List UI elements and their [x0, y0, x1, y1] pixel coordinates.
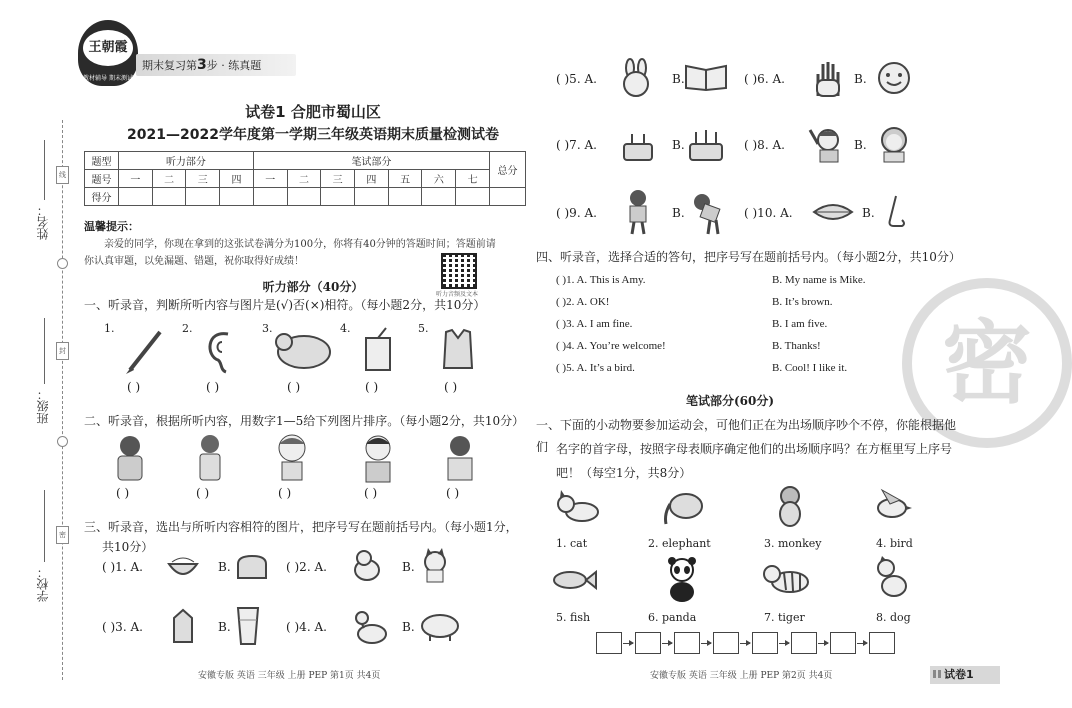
q3-label-b: B.: [218, 560, 231, 574]
q1-num: 4.: [340, 322, 351, 335]
birthday-cake-icon: [618, 126, 658, 164]
paper-title: 试卷1 合肥市蜀山区: [245, 103, 381, 121]
table-cell: 六: [422, 170, 456, 188]
arrow-right-icon: [623, 643, 633, 644]
score-input[interactable]: [388, 188, 422, 206]
q3-item[interactable]: ( )10. A.: [744, 206, 793, 220]
hand-icon: [810, 58, 844, 98]
mouth-lips-icon: [812, 200, 854, 224]
vest-icon: [438, 326, 478, 372]
binding-hole: [57, 436, 68, 447]
score-input[interactable]: [456, 188, 490, 206]
animal-label: 8. dog: [876, 611, 911, 624]
q1-answer-blank[interactable]: ( ): [287, 380, 301, 394]
bird-icon: [872, 486, 914, 526]
boy-glasses-icon: [358, 432, 398, 484]
q2-answer-blank[interactable]: ( ): [116, 486, 130, 500]
q3-item[interactable]: ( )7. A.: [556, 138, 597, 152]
bear-icon: [272, 326, 332, 372]
q4-instruction: 四、听录音，选择合适的答句，把序号写在题前括号内。（每小题2分，共10分）: [536, 250, 961, 264]
animal-label: 2. elephant: [648, 537, 711, 550]
boy-standing-icon: [618, 188, 658, 236]
binding-tag-mi: 密: [56, 526, 69, 544]
school-blank: [44, 490, 45, 562]
panda-icon: [662, 556, 702, 604]
score-input[interactable]: [119, 188, 153, 206]
q1-answer-blank[interactable]: ( ): [444, 380, 458, 394]
q3-label-b: B.: [402, 620, 415, 634]
score-input[interactable]: [152, 188, 186, 206]
q4-option-a[interactable]: ( )2. A. OK!: [556, 296, 610, 308]
q3-label-b: B.: [672, 138, 685, 152]
order-box[interactable]: [791, 632, 817, 654]
logo-ribbon: 教材辅导 期末测试: [83, 75, 133, 82]
q3-label-b: B.: [402, 560, 415, 574]
q2-instruction: 二、听录音，根据所听内容，用数字1—5给下列图片排序。（每小题2分，共10分）: [84, 414, 525, 428]
q3-item[interactable]: ( )3. A.: [102, 620, 143, 634]
score-input[interactable]: [321, 188, 355, 206]
arrow-right-icon: [662, 643, 672, 644]
q4-option-b[interactable]: B. My name is Mike.: [772, 274, 866, 286]
table-cell: 题号: [85, 170, 119, 188]
rabbit-face-icon: [616, 58, 656, 98]
animal-label: 1. cat: [556, 537, 588, 550]
arrow-right-icon: [740, 643, 750, 644]
table-cell: 二: [152, 170, 186, 188]
arrow-right-icon: [818, 643, 828, 644]
q3-label-b: B.: [862, 206, 875, 220]
q2-answer-blank[interactable]: ( ): [196, 486, 210, 500]
pig-icon: [418, 608, 462, 642]
q3-item[interactable]: ( )9. A.: [556, 206, 597, 220]
animal-label: 4. bird: [876, 537, 913, 550]
table-cell: 三: [321, 170, 355, 188]
order-box[interactable]: [635, 632, 661, 654]
open-book-icon: [684, 62, 728, 92]
written-heading: 笔试部分(60分): [685, 394, 775, 408]
q3-item[interactable]: ( )2. A.: [286, 560, 327, 574]
girl-cold-icon: [190, 432, 230, 484]
name-label: 姓名：: [36, 204, 50, 240]
q3-item[interactable]: ( )5. A.: [556, 72, 597, 86]
table-cell: 题型: [85, 152, 119, 170]
table-cell: 总分: [490, 152, 526, 188]
q4-option-a[interactable]: ( )3. A. I am fine.: [556, 318, 633, 330]
w1-instruction: 一、下面的小动物要参加运动会，可他们正在为出场顺序吵个不停，你能根据他们: [536, 418, 957, 454]
score-input[interactable]: [422, 188, 456, 206]
animal-label: 3. monkey: [764, 537, 822, 550]
milk-carton-icon: [168, 608, 198, 644]
table-cell: 得分: [85, 188, 119, 206]
q3-item[interactable]: ( )6. A.: [744, 72, 785, 86]
q1-num: 3.: [262, 322, 273, 335]
class-blank: [44, 318, 45, 384]
elephant-icon: [658, 486, 708, 528]
name-blank: [44, 140, 45, 200]
class-label: 班级：: [36, 388, 50, 424]
q3-item[interactable]: ( )1. A.: [102, 560, 143, 574]
girl-face-icon: [272, 432, 312, 484]
q4-option-b[interactable]: B. Cool! I like it.: [772, 362, 848, 374]
girl-curly-icon: [874, 124, 914, 164]
q2-answer-blank[interactable]: ( ): [446, 486, 460, 500]
juice-icon: [358, 326, 398, 374]
step-suffix: 步 · 练真题: [206, 59, 262, 72]
cat-icon: [418, 548, 452, 584]
arrow-right-icon: [701, 643, 711, 644]
exam-tag: 试卷1: [930, 666, 1000, 684]
q1-num: 5.: [418, 322, 429, 335]
q1-answer-blank[interactable]: ( ): [127, 380, 141, 394]
arrow-right-icon: [857, 643, 867, 644]
table-cell: 一: [253, 170, 287, 188]
boy-writing-icon: [110, 432, 150, 484]
table-cell: 笔试部分: [253, 152, 489, 170]
q4-option-a[interactable]: ( )5. A. It’s a bird.: [556, 362, 635, 374]
dog-icon: [870, 556, 910, 604]
animal-label: 5. fish: [556, 611, 591, 624]
smiley-face-icon: [876, 60, 912, 96]
w1-instruction-cont: 名字的首字母，按照字母表顺序确定他们的出场顺序吗？在方框里写上序号: [556, 442, 953, 456]
score-table: [84, 151, 526, 206]
footer-left: 安徽专版 英语 三年级 上册 PEP 第1页 共4页: [198, 671, 381, 681]
order-box[interactable]: [596, 632, 622, 654]
q1-answer-blank[interactable]: ( ): [206, 380, 220, 394]
tips-body: 亲爱的同学，你现在拿到的这张试卷满分为100分，你将有40分钟的答题时间；答题前请你认真审题，以免漏题、错题，祝你取得好成绩！: [84, 239, 496, 267]
order-box[interactable]: [674, 632, 700, 654]
logo-text: 王朝霞: [83, 30, 133, 66]
q3-label-b: B.: [218, 620, 231, 634]
score-input[interactable]: [186, 188, 220, 206]
q3-label-b: B.: [854, 72, 867, 86]
table-cell: 四: [355, 170, 389, 188]
order-box[interactable]: [713, 632, 739, 654]
tips-title: 温馨提示：: [84, 220, 139, 233]
score-input[interactable]: [490, 188, 526, 206]
nose-icon: [880, 194, 910, 230]
cake-candles-icon: [686, 124, 726, 164]
table-cell: 听力部分: [119, 152, 254, 170]
table-cell: 四: [220, 170, 254, 188]
q3-label-b: B.: [854, 138, 867, 152]
binding-line: [62, 120, 63, 680]
q1-instruction: 一、听录音，判断所听内容与图片是(√)否(×)相符。（每小题2分，共10分）: [84, 298, 486, 312]
score-input[interactable]: [355, 188, 389, 206]
q1-num: 2.: [182, 322, 193, 335]
order-box[interactable]: [830, 632, 856, 654]
school-label: 学校：: [36, 566, 50, 602]
q3-instruction: 三、听录音，选出与所听内容相符的图片，把序号写在题前括号内。（每小题1分，: [84, 520, 518, 534]
cat-icon: [554, 488, 604, 528]
seal-watermark: 密: [902, 278, 1072, 448]
order-box[interactable]: [752, 632, 778, 654]
binding-tag-feng: 封: [56, 342, 69, 360]
table-cell: 五: [388, 170, 422, 188]
ear-icon: [200, 326, 240, 376]
q4-option-b[interactable]: B. It’s brown.: [772, 296, 833, 308]
noodles-bowl-icon: [166, 552, 200, 582]
animal-label: 7. tiger: [764, 611, 805, 624]
score-input[interactable]: [253, 188, 287, 206]
glass-water-icon: [234, 606, 262, 646]
step-banner: [136, 54, 296, 76]
girl-waving-icon: [806, 124, 846, 164]
step-number: 3: [197, 57, 207, 73]
tiger-icon: [762, 560, 812, 602]
q4-option-a[interactable]: ( )4. A. You’re welcome!: [556, 340, 666, 352]
score-input[interactable]: [220, 188, 254, 206]
q2-answer-blank[interactable]: ( ): [364, 486, 378, 500]
binding-hole: [57, 258, 68, 269]
table-cell: 七: [456, 170, 490, 188]
w1-instruction-cont: 吧！（每空1分，共8分）: [556, 466, 692, 480]
arrow-right-icon: [779, 643, 789, 644]
q4-option-b[interactable]: B. I am five.: [772, 318, 828, 330]
boy-bending-icon: [688, 188, 728, 236]
q1-answer-blank[interactable]: ( ): [365, 380, 379, 394]
q3-label-b: B.: [672, 72, 685, 86]
listening-heading: 听力部分（40分）: [262, 280, 364, 294]
monkey-icon: [770, 484, 810, 530]
animal-label: 6. panda: [648, 611, 697, 624]
dog-icon: [350, 548, 384, 584]
q4-option-b[interactable]: B. Thanks!: [772, 340, 821, 352]
duck-icon: [350, 606, 390, 646]
paper-subtitle: 2021—2022学年度第一学期三年级英语期末质量检测试卷: [127, 127, 499, 143]
q3-instruction-cont: 共10分）: [102, 540, 154, 554]
q3-label-b: B.: [672, 206, 685, 220]
q3-item[interactable]: ( )4. A.: [286, 620, 327, 634]
publisher-logo: [78, 20, 138, 86]
q4-option-a[interactable]: ( )1. A. This is Amy.: [556, 274, 646, 286]
q1-num: 1.: [104, 322, 115, 335]
pen-icon: [120, 326, 170, 376]
footer-right: 安徽专版 英语 三年级 上册 PEP 第2页 共4页: [650, 671, 833, 681]
table-cell: 二: [287, 170, 321, 188]
table-cell: 一: [119, 170, 153, 188]
fish-icon: [548, 564, 598, 596]
bread-icon: [234, 552, 270, 582]
binding-tag-xian: 线: [56, 166, 69, 184]
q2-answer-blank[interactable]: ( ): [278, 486, 292, 500]
boy-hat-icon: [440, 432, 480, 484]
step-prefix: 期末复习第: [142, 59, 197, 72]
q3-item[interactable]: ( )8. A.: [744, 138, 785, 152]
order-box[interactable]: [869, 632, 895, 654]
table-cell: 三: [186, 170, 220, 188]
qr-caption: 听力音频及文本: [436, 291, 479, 298]
score-input[interactable]: [287, 188, 321, 206]
